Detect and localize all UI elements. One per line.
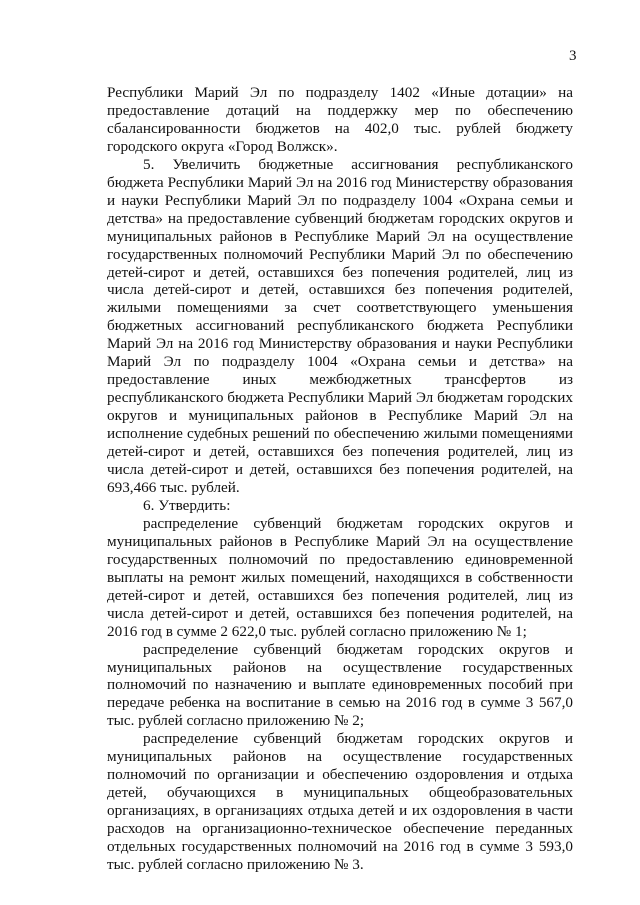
- document-body: [107, 84, 573, 874]
- paragraph-distribution-appendix-1: распределение субвенций бюджетам городских округов и муниципальных районов в Республике Марий Эл на осуществление государственных полномочий по предоставлению единовременной выплаты на ремонт жилых помещений, находящихся в собственности детей-сирот и детей, оставшихся без попечения родителей, лиц из числа детей-сирот и детей, оставшихся без попечения родителей, на 2016 год в сумме 2 622,0 тыс. рублей согласно приложению № 1;: [107, 514, 573, 640]
- paragraph-item-6-heading: 6. Утвердить:: [143, 496, 231, 514]
- page-number: 3: [569, 48, 577, 64]
- paragraph-distribution-appendix-3: распределение субвенций бюджетам городских округов и муниципальных районов на осуществление государственных полномочий по организации и обеспечению оздоровления и отдыха детей, обучающихся в муниципальных общеобразовательных организациях, в организациях отдыха детей и их оздоровления в части расходов на организационно-техническое обеспечение переданных отдельных государственных полномочий на 2016 год в сумме 3 593,0 тыс. рублей согласно приложению № 3.: [107, 730, 573, 873]
- paragraph-distribution-appendix-2: распределение субвенций бюджетам городских округов и муниципальных районов на осуществление государственных полномочий по назначению и выплате единовременных пособий при передаче ребенка на воспитание в семью на 2016 год в сумме 3 567,0 тыс. рублей согласно приложению № 2;: [107, 640, 573, 730]
- paragraph-1402-subsidy: Республики Марий Эл по подразделу 1402 «Иные дотации» на предоставление дотаций на поддержку мер по обеспечению сбалансированности бюджетов на 402,0 тыс. рублей бюджету городского округа «Город Волжск».: [107, 84, 573, 155]
- paragraph-item-5: 5. Увеличить бюджетные ассигнования республиканского бюджета Республики Марий Эл на 2016 год Министерству образования и науки Республики Марий Эл по подразделу 1004 «Охрана семьи и детства» на предоставление субвенций бюджетам городских округов и муниципальных районов в Республике Марий Эл на осуществление государственных полномочий Республики Марий Эл по обеспечению детей-сирот и детей, оставшихся без попечения родителей, лиц из числа детей-сирот и детей, оставшихся без попечения родителей, жилыми помещениями за счет соответствующего уменьшения бюджетных ассигнований республиканского бюджета Республики Марий Эл на 2016 год Министерству образования и науки Республики Марий Эл по подразделу 1004 «Охрана семьи и детства» на предоставление иных межбюджетных трансфертов из республиканского бюджета Республики Марий Эл бюджетам городских округов и муниципальных районов в Республике Марий Эл на исполнение судебных решений по обеспечению жилыми помещениями детей-сирот и детей, оставшихся без попечения родителей, лиц из числа детей-сирот и детей, оставшихся без попечения родителей, на 693,466 тыс. рублей.: [107, 155, 573, 496]
